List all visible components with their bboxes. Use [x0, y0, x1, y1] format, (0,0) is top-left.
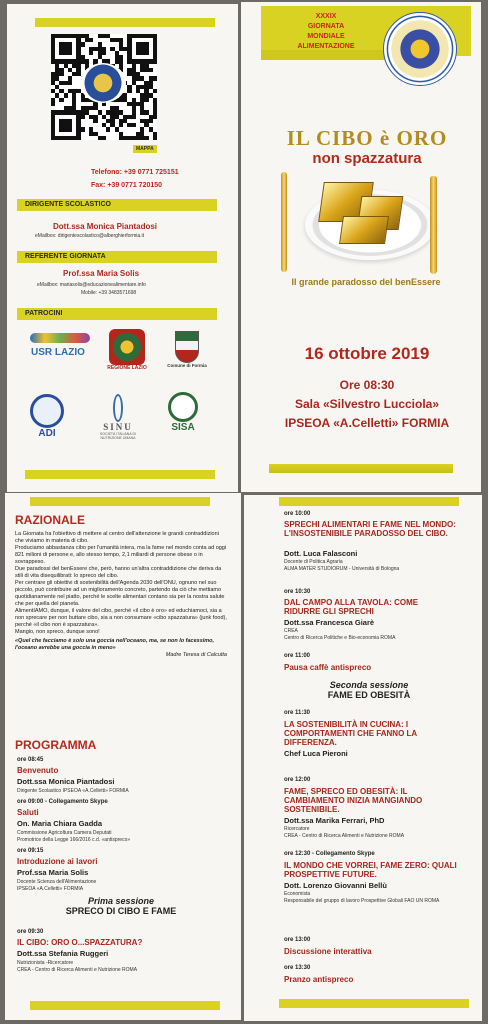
program-role: CREA	[284, 628, 298, 634]
dirigente-email[interactable]: eMailbox: dirigentescolastico@alberghierformia.it	[35, 233, 145, 239]
adi-logo: ADI	[27, 394, 67, 454]
event-time: Ore 08:30	[339, 378, 395, 392]
bottom-bar	[25, 470, 215, 479]
gold-bar-icon	[339, 216, 389, 244]
referente-mobile: Mobile: +39 3483571698	[81, 290, 137, 296]
quote-author: Madre Teresa di Calcutta	[165, 652, 227, 658]
program-speaker: Chef Luca Pieroni	[284, 749, 348, 758]
dirigente-header: DIRIGENTE SCOLASTICO	[17, 199, 217, 211]
program-title: IL MONDO CHE VORREI, FAME ZERO: QUALI PROSPETTIVE FUTURE.	[284, 861, 457, 879]
patrocini-header: PATROCINI	[17, 308, 217, 320]
cover-subtitle: non spazzatura	[312, 150, 422, 167]
program-speaker: Dott.ssa Francesca Giarè	[284, 618, 375, 627]
fax-number: Fax: +39 0771 720150	[91, 182, 163, 189]
bottom-bar	[269, 464, 453, 473]
program-time: ore 13:30	[284, 965, 311, 971]
program-title: Introduzione ai lavori	[17, 857, 98, 866]
referente-email[interactable]: eMailbox: mariasolis@educazionealimentare.info	[37, 282, 146, 288]
program-role: CREA - Centro di Ricerca Alimenti e Nutrizione ROMA	[284, 833, 405, 839]
referente-name: Prof.ssa Maria Solis	[63, 269, 140, 278]
program-role: Responsabile del gruppo di lavoro Prospettive Globali FAO UN ROMA	[284, 898, 440, 904]
program-time: ore 10:00	[284, 511, 311, 517]
program-time: ore 09:00 - Collegamento Skype	[17, 799, 108, 805]
sisa-logo: SISA	[161, 392, 205, 454]
program-time: ore 12:00	[284, 777, 311, 783]
qr-map-tag: MAPPA	[133, 145, 157, 153]
program-role: CREA - Centro di Ricerca Alimenti e Nutrizione ROMA	[17, 967, 138, 973]
program-title: IL CIBO: ORO O...SPAZZATURA?	[17, 938, 143, 947]
program-time: ore 13:00	[284, 937, 311, 943]
panel-razionale	[5, 493, 241, 1020]
qr-center-logo	[80, 63, 126, 103]
bottom-bar	[30, 1001, 220, 1010]
program-time: ore 10:30	[284, 589, 311, 595]
program-time: ore 09:15	[17, 848, 44, 854]
sinu-logo: SINU SOCIETÀ ITALIANA DI NUTRIZIONE UMANA	[91, 394, 145, 454]
program-title: LA SOSTENIBILITÀ IN CUCINA: I COMPORTAMENTI CHE FANNO LA DIFFERENZA.	[284, 720, 417, 747]
program-time: ore 08:45	[17, 757, 44, 763]
program-title: Pausa caffè antispreco	[284, 663, 372, 672]
comune-formia-logo: Comune di Formia	[167, 331, 207, 381]
program-role: Centro di Ricerca Politiche e Bio-economia ROMA	[284, 635, 396, 641]
program-role: Promotrice della Legge 166/2016 c.d. «antispreco»	[17, 837, 131, 843]
regione-lazio-logo: REGIONE LAZIO	[107, 329, 147, 381]
program-title: Saluti	[17, 808, 39, 817]
giornata-text: XXXIX GIORNATA MONDIALE ALIMENTAZIONE	[297, 13, 355, 50]
top-bar	[279, 497, 459, 506]
program-role: ALMA MATER STUDIORUM - Università di Bologna	[284, 566, 400, 572]
program-speaker: Dott.ssa Stefania Ruggeri	[17, 949, 109, 958]
program-title: FAME, SPRECO ED OBESITÀ: IL CAMBIAMENTO INIZIA MANGIANDO SOSTENIBILE.	[284, 787, 423, 814]
program-title: SPRECHI ALIMENTARI E FAME NEL MONDO: L'INSOSTENIBILE PARADOSSO DEL CIBO.	[284, 520, 456, 538]
program-speaker: Dott. Lorenzo Giovanni Bellù	[284, 881, 387, 890]
quote: «Quel che facciamo è solo una goccia nell'oceano, ma, se non lo facessimo, l'oceano avrebbe una goccia in meno»	[15, 638, 215, 651]
top-bar	[35, 18, 215, 27]
program-role: Nutrizionista -Ricercatore	[17, 960, 74, 966]
phone-number: Telefono: +39 0771 725151	[91, 169, 179, 176]
programma-heading: PROGRAMMA	[15, 738, 97, 752]
program-time: ore 12:30 - Collegamento Skype	[284, 851, 375, 857]
program-title: Discussione interattiva	[284, 947, 372, 956]
program-role: Ricercatore	[284, 826, 310, 832]
program-title: Benvenuto	[17, 766, 59, 775]
program-time: ore 11:00	[284, 653, 311, 659]
panel-cover	[241, 2, 481, 492]
event-venue: Sala «Silvestro Lucciola»	[294, 397, 440, 411]
razionale-text: La Giornata ha l'obiettivo di mettere al centro dell'attenzione le grandi contraddizioni che viviamo in materia di cibo. Produciamo abbastanza cibo per l'umanità intera, ma la fame nel mondo conta ad oggi 821 milioni di persone e, allo stesso tempo, 2,1 miliardi di persone obese o in sovrappeso. Due paradossi del benEssere che, però, hanno un'altra contraddizione che deriva da stili di vita disequilibrati: lo spreco del cibo. Per centrare gli obiettivi di sostenibilità dell'Agenda 2030 dell'ONU, ognuno nel suo piccolo, può contribuire ad un miglioramento concreto, partendo da ciò che mettiamo quotidianamente nel piatto, perché le scelte alimentari contano sia per la nostra salute che per quella del pianeta. AlimentIAMO, dunque, il valore del cibo, perché «il cibo è oro» ed educhiamoci, sia a non sprecare per non buttare cibo, sia a non consumare «cibo spazzatura» (junk food), perché «il cibo non è spazzatura». Mangio, non spreco, dunque sono! «Quel che facciamo è solo una goccia nell'oceano, ma, se non lo facessimo, l'oceano avrebbe una goccia in meno» Madre Teresa di Calcutta	[15, 531, 227, 658]
program-speaker: Dott. Luca Falasconi	[284, 549, 358, 558]
program-speaker: On. Maria Chiara Gadda	[17, 819, 103, 828]
session-header: Prima sessione SPRECO DI CIBO E FAME	[65, 896, 177, 916]
program-time: ore 09:30	[17, 929, 44, 935]
panel-programma	[244, 495, 482, 1021]
session-header: Seconda sessione FAME ED OBESITÀ	[327, 680, 411, 700]
cover-title: IL CIBO è ORO	[286, 126, 448, 150]
program-role: Docente Scienza dell'Alimentazione	[17, 879, 97, 885]
razionale-heading: RAZIONALE	[15, 513, 85, 527]
program-role: Dirigente Scolastico IPSEOA «A.Celletti» FORMIA	[17, 788, 129, 794]
top-bar	[30, 497, 210, 506]
bottom-bar	[279, 999, 469, 1008]
program-title: DAL CAMPO ALLA TAVOLA: COME RIDURRE GLI SPRECHI	[284, 598, 419, 616]
program-time: ore 11:30	[284, 710, 311, 716]
gold-knife-icon	[430, 176, 437, 274]
program-speaker: Prof.ssa Maria Solis	[17, 868, 89, 877]
program-role: IPSEOA «A.Celletti» FORMIA	[17, 886, 84, 892]
gold-fork-icon	[281, 172, 287, 272]
program-speaker: Dott.ssa Marika Ferrari, PhD	[284, 816, 385, 825]
event-school: IPSEOA «A.Celletti» FORMIA	[284, 416, 450, 430]
panel-contacts	[7, 4, 238, 492]
usr-lazio-logo: USR LAZIO	[25, 329, 95, 379]
program-role: Economista	[284, 891, 311, 897]
program-title: Pranzo antispreco	[284, 975, 354, 984]
school-seal-logo	[383, 12, 457, 86]
program-role: Commissione Agricoltura Camera Deputati	[17, 830, 112, 836]
dirigente-name: Dott.ssa Monica Piantadosi	[53, 222, 158, 231]
event-date: 16 ottobre 2019	[304, 344, 430, 363]
program-speaker: Dott.ssa Monica Piantadosi	[17, 777, 115, 786]
cover-tagline: Il grande paradosso del benEssere	[291, 277, 441, 287]
referente-header: REFERENTE GIORNATA	[17, 251, 217, 263]
program-role: Docente di Politica Agraria	[284, 559, 343, 565]
